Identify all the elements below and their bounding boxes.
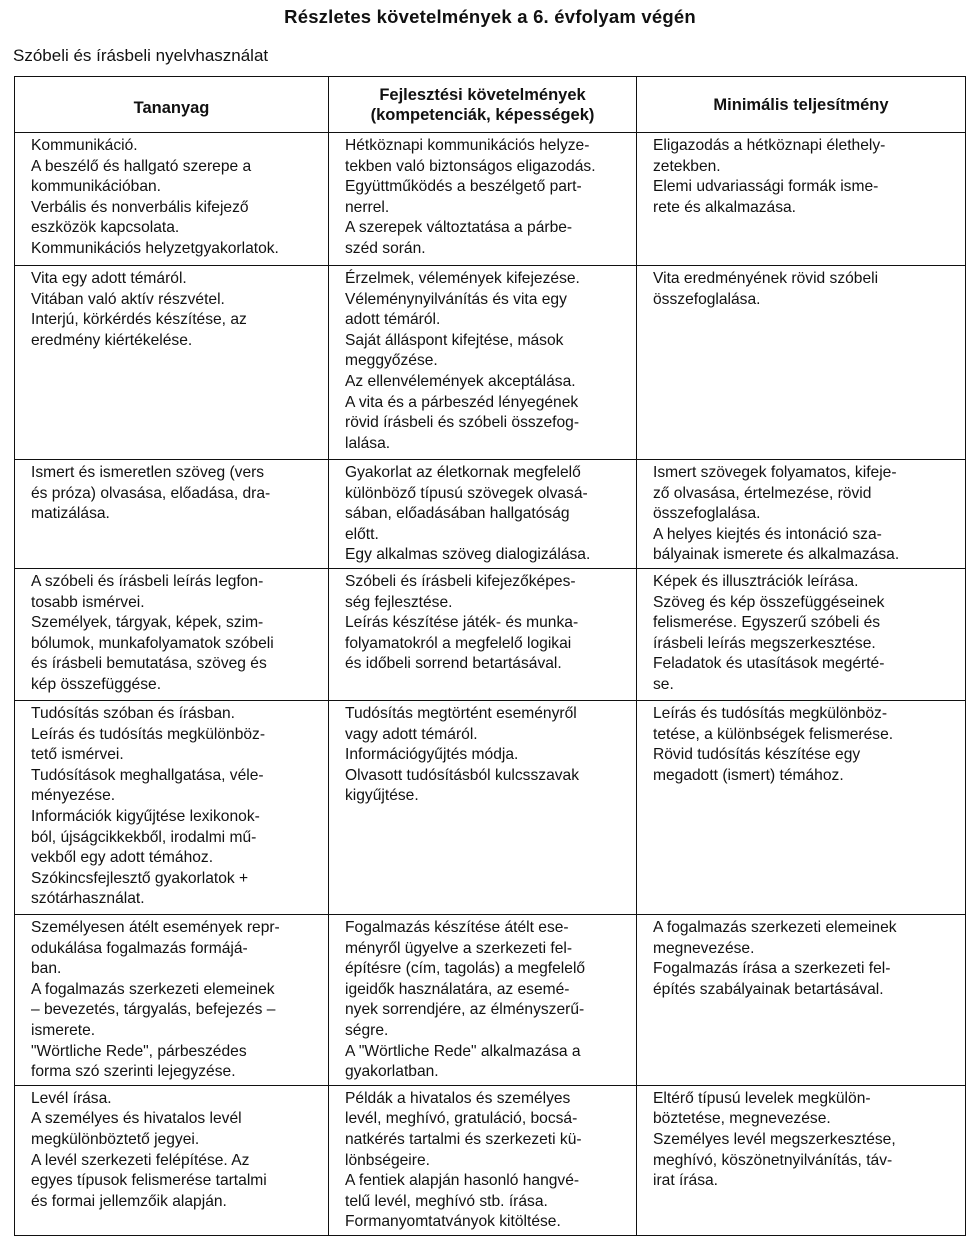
- cell-text-line: folyamatokról a megfelelő logikai: [345, 634, 572, 652]
- cell-text-line: nerrel.: [345, 198, 390, 216]
- cell-text-line: és időbeli sorrend betartásával.: [345, 655, 562, 673]
- cell-text-line: megadott (ismert) témához.: [653, 766, 844, 784]
- cell-text-line: összefoglalása.: [653, 505, 761, 523]
- cell-text-line: ményről ügyelve a szerkezeti fel-: [345, 939, 573, 957]
- cell-text-line: Információk kigyűjtése lexikonok-: [31, 807, 260, 825]
- cell-text-line: zetekben.: [653, 157, 721, 175]
- cell-text-line: egyes típusok felismerése tartalmi: [31, 1172, 267, 1190]
- cell-text-line: Levél írása.: [31, 1089, 112, 1107]
- table-row: [15, 568, 966, 700]
- cell-text-line: gyakorlatban.: [345, 1063, 439, 1081]
- cell-text-line: meggyőzése.: [345, 352, 438, 370]
- cell-text-line: A szerepek változtatása a párbe-: [345, 219, 573, 237]
- cell-text-line: összefoglalása.: [653, 290, 761, 308]
- cell-text-line: adott témáról.: [345, 311, 441, 329]
- cell-text-line: Egy alkalmas szöveg dialogizálása.: [345, 546, 591, 564]
- tananyag-cell: [15, 568, 329, 700]
- cell-text-line: nyek sorrendjére, az élményszerű-: [345, 1001, 585, 1019]
- cell-text-line: meghívó, köszönetnyilvánítás, táv-: [653, 1151, 893, 1169]
- fejlesztesi-cell: [329, 460, 637, 569]
- table-row: [15, 460, 966, 569]
- table-row: [15, 914, 966, 1085]
- cell-text-line: "Wörtliche Rede", párbeszédes: [31, 1042, 247, 1060]
- cell-text-line: natkérés tartalmi és szerkezeti kü-: [345, 1130, 582, 1148]
- cell-text-line: Olvasott tudósításból kulcsszavak: [345, 766, 580, 784]
- cell-text-line: ségre.: [345, 1021, 389, 1039]
- cell-text-line: előtt.: [345, 525, 379, 543]
- cell-text-line: tető ismérvei.: [31, 746, 124, 764]
- cell-text-line: forma szó szerinti lejegyzése.: [31, 1063, 236, 1081]
- cell-text-line: Szöveg és kép összefüggéseinek: [653, 593, 885, 611]
- minimalis-cell: [637, 133, 966, 266]
- cell-text-line: ményezése.: [31, 787, 116, 805]
- cell-text-line: Személyes levél megszerkesztése,: [653, 1130, 896, 1148]
- fejlesztesi-cell: [329, 914, 637, 1085]
- tananyag-cell: [15, 133, 329, 266]
- cell-text-line: Gyakorlat az életkornak megfelelő: [345, 464, 581, 481]
- cell-text-line: igeidők használatára, az esemé-: [345, 980, 570, 998]
- table-row: [15, 133, 966, 266]
- minimalis-cell: [637, 1085, 966, 1235]
- cell-text-line: ismerete.: [31, 1021, 96, 1039]
- header-row: [15, 77, 966, 133]
- tananyag-cell: [15, 266, 329, 460]
- minimalis-cell: [637, 460, 966, 569]
- cell-text-line: A fogalmazás szerkezeti elemeinek: [653, 918, 897, 936]
- header-line: Minimális teljesítmény: [713, 95, 889, 114]
- cell-text-line: és formai jellemzőik alapján.: [31, 1192, 227, 1210]
- cell-text-line: megnevezése.: [653, 939, 755, 957]
- cell-text-line: Szóbeli és írásbeli kifejezőképes-: [345, 572, 576, 590]
- cell-text-line: Leírás készítése játék- és munka-: [345, 614, 579, 632]
- header-cell-minimalis-teljesitmeny: [637, 77, 966, 133]
- cell-text-line: lönbségeire.: [345, 1151, 430, 1169]
- cell-text-line: rövid írásbeli és szóbeli összefog-: [345, 414, 580, 432]
- cell-text-line: se.: [653, 675, 674, 693]
- cell-text-line: vagy adott témáról.: [345, 725, 478, 743]
- cell-text-line: tosabb ismérvei.: [31, 593, 145, 611]
- header-line: (kompetenciák, képességek): [370, 105, 595, 124]
- cell-text-line: és írásbeli bemutatása, szöveg és: [31, 655, 267, 673]
- cell-text-line: Elemi udvariassági formák isme-: [653, 178, 879, 196]
- cell-text-line: sában, előadásában hallgatóság: [345, 505, 570, 523]
- cell-text-line: Saját álláspont kifejtése, mások: [345, 331, 564, 349]
- tananyag-cell: [15, 700, 329, 914]
- cell-text-line: megkülönböztető jegyei.: [31, 1130, 200, 1148]
- minimalis-cell: [637, 568, 966, 700]
- table-row: [15, 1085, 966, 1235]
- fejlesztesi-cell: [329, 568, 637, 700]
- cell-text-line: Képek és illusztrációk leírása.: [653, 572, 859, 590]
- cell-text-line: írásbeli leírás megszerkesztése.: [653, 634, 876, 652]
- page-title: Részletes követelmények a 6. évfolyam végén: [284, 6, 696, 27]
- cell-text-line: irat írása.: [653, 1172, 718, 1190]
- cell-text-line: A levél szerkezeti felépítése. Az: [31, 1151, 250, 1169]
- cell-text-line: telű levél, meghívó stb. írása.: [345, 1192, 548, 1210]
- cell-text-line: szótárhasználat.: [31, 890, 145, 908]
- table-row: [15, 700, 966, 914]
- cell-text-line: Kommunikációs helyzetgyakorlatok.: [31, 239, 279, 257]
- header-cell-fejlesztesi-kovetelmenyek: [329, 77, 637, 133]
- cell-text-line: A "Wörtliche Rede" alkalmazása a: [345, 1042, 581, 1060]
- fejlesztesi-cell: [329, 1085, 637, 1235]
- cell-text-line: bólumok, munkafolyamatok szóbeli: [31, 634, 274, 652]
- cell-text-line: vekből egy adott témához.: [31, 849, 214, 867]
- cell-text-line: Eltérő típusú levelek megkülön-: [653, 1089, 871, 1107]
- cell-text-line: különböző típusú szövegek olvasá-: [345, 484, 588, 502]
- cell-text-line: Verbális és nonverbális kifejező: [31, 198, 249, 216]
- cell-text-line: eszközök kapcsolata.: [31, 219, 180, 237]
- cell-text-line: Ismert és ismeretlen szöveg (vers: [31, 464, 265, 481]
- cell-text-line: eredmény kiértékelése.: [31, 331, 193, 349]
- cell-text-line: bályainak ismerete és alkalmazása.: [653, 546, 900, 564]
- cell-text-line: Szókincsfejlesztő gyakorlatok +: [31, 869, 249, 887]
- cell-text-line: építés szabályainak betartásával.: [653, 980, 884, 998]
- cell-text-line: Eligazodás a hétköznapi élethely-: [653, 137, 886, 154]
- minimalis-cell: [637, 914, 966, 1085]
- cell-text-line: Hétköznapi kommunikációs helyze-: [345, 137, 590, 154]
- cell-text-line: építésre (cím, tagolás) a megfelelő: [345, 960, 586, 978]
- cell-text-line: Tudósítások meghallgatása, véle-: [31, 766, 264, 784]
- cell-text-line: Együttműködés a beszélgető part-: [345, 178, 582, 196]
- cell-text-line: Az ellenvélemények akceptálása.: [345, 372, 576, 390]
- cell-text-line: Véleménynyilvánítás és vita egy: [345, 290, 567, 308]
- cell-text-line: A helyes kiejtés és intonáció sza-: [653, 525, 882, 543]
- cell-text-line: Vitában való aktív részvétel.: [31, 290, 225, 308]
- cell-text-line: Személyek, tárgyak, képek, szim-: [31, 614, 264, 632]
- requirements-table: [14, 76, 966, 1236]
- cell-text-line: böztetése, megnevezése.: [653, 1110, 831, 1128]
- cell-text-line: és próza) olvasása, előadása, dra-: [31, 484, 271, 502]
- fejlesztesi-cell: [329, 266, 637, 460]
- cell-text-line: tetése, a különbségek felismerése.: [653, 725, 894, 743]
- cell-text-line: Vita eredményének rövid szóbeli: [653, 270, 879, 287]
- cell-text-line: odukálása fogalmazás formájá-: [31, 939, 248, 957]
- cell-text-line: Kommunikáció.: [31, 137, 138, 154]
- cell-text-line: A beszélő és hallgató szerepe a: [31, 157, 252, 175]
- cell-text-line: Tudósítás szóban és írásban.: [31, 704, 235, 722]
- cell-text-line: Tudósítás megtörtént eseményről: [345, 704, 577, 722]
- cell-text-line: Leírás és tudósítás megkülönböz-: [31, 725, 266, 743]
- cell-text-line: Interjú, körkérdés készítése, az: [31, 311, 247, 329]
- cell-text-line: Ismert szövegek folyamatos, kifeje-: [653, 464, 897, 481]
- cell-text-line: levél, meghívó, gratuláció, bocsá-: [345, 1110, 578, 1128]
- cell-text-line: lalása.: [345, 434, 391, 452]
- cell-text-line: felismerése. Egyszerű szóbeli és: [653, 614, 881, 632]
- cell-text-line: Fogalmazás írása a szerkezeti fel-: [653, 960, 891, 978]
- cell-text-line: Rövid tudósítás készítése egy: [653, 746, 861, 764]
- cell-text-line: A szóbeli és írásbeli leírás legfon-: [31, 572, 264, 590]
- cell-text-line: Vita egy adott témáról.: [31, 270, 187, 287]
- table-row: [15, 266, 966, 460]
- cell-text-line: matizálása.: [31, 505, 110, 523]
- tananyag-cell: [15, 1085, 329, 1235]
- table-body: [15, 133, 966, 1236]
- cell-text-line: A személyes és hivatalos levél: [31, 1110, 242, 1128]
- cell-text-line: A fentiek alapján hasonló hangvé-: [345, 1172, 580, 1190]
- cell-text-line: kigyűjtése.: [345, 787, 419, 805]
- cell-text-line: Személyesen átélt események repr-: [31, 918, 280, 936]
- minimalis-cell: [637, 700, 966, 914]
- cell-text-line: Példák a hivatalos és személyes: [345, 1089, 571, 1107]
- cell-text-line: tekben való biztonságos eligazodás.: [345, 157, 596, 175]
- section-subtitle: Szóbeli és írásbeli nyelvhasználat: [13, 46, 269, 65]
- cell-text-line: Információgyűjtés módja.: [345, 746, 519, 764]
- table-header: [15, 77, 966, 133]
- cell-text-line: rete és alkalmazása.: [653, 198, 797, 216]
- cell-text-line: Leírás és tudósítás megkülönböz-: [653, 704, 888, 722]
- fejlesztesi-cell: [329, 700, 637, 914]
- tananyag-cell: [15, 460, 329, 569]
- cell-text-line: A fogalmazás szerkezeti elemeinek: [31, 980, 275, 998]
- fejlesztesi-cell: [329, 133, 637, 266]
- header-line: Fejlesztési követelmények: [379, 85, 586, 104]
- cell-text-line: Formanyomtatványok kitöltése.: [345, 1213, 561, 1231]
- cell-text-line: ség fejlesztése.: [345, 593, 453, 611]
- cell-text-line: ból, újságcikkekből, irodalmi mű-: [31, 828, 257, 846]
- header-cell-tananyag: [15, 77, 329, 133]
- cell-text-line: ban.: [31, 960, 62, 978]
- cell-text-line: széd során.: [345, 239, 426, 257]
- cell-text-line: Fogalmazás készítése átélt ese-: [345, 918, 569, 936]
- cell-text-line: ző olvasása, értelmezése, rövid: [653, 484, 872, 502]
- cell-text-line: A vita és a párbeszéd lényegének: [345, 393, 579, 411]
- header-line: Tananyag: [133, 98, 210, 117]
- cell-text-line: kép összefüggése.: [31, 675, 162, 693]
- cell-text-line: – bevezetés, tárgyalás, befejezés –: [31, 1001, 276, 1019]
- cell-text-line: kommunikációban.: [31, 178, 162, 196]
- tananyag-cell: [15, 914, 329, 1085]
- minimalis-cell: [637, 266, 966, 460]
- cell-text-line: Érzelmek, vélemények kifejezése.: [345, 270, 580, 287]
- cell-text-line: Feladatok és utasítások megérté-: [653, 655, 885, 673]
